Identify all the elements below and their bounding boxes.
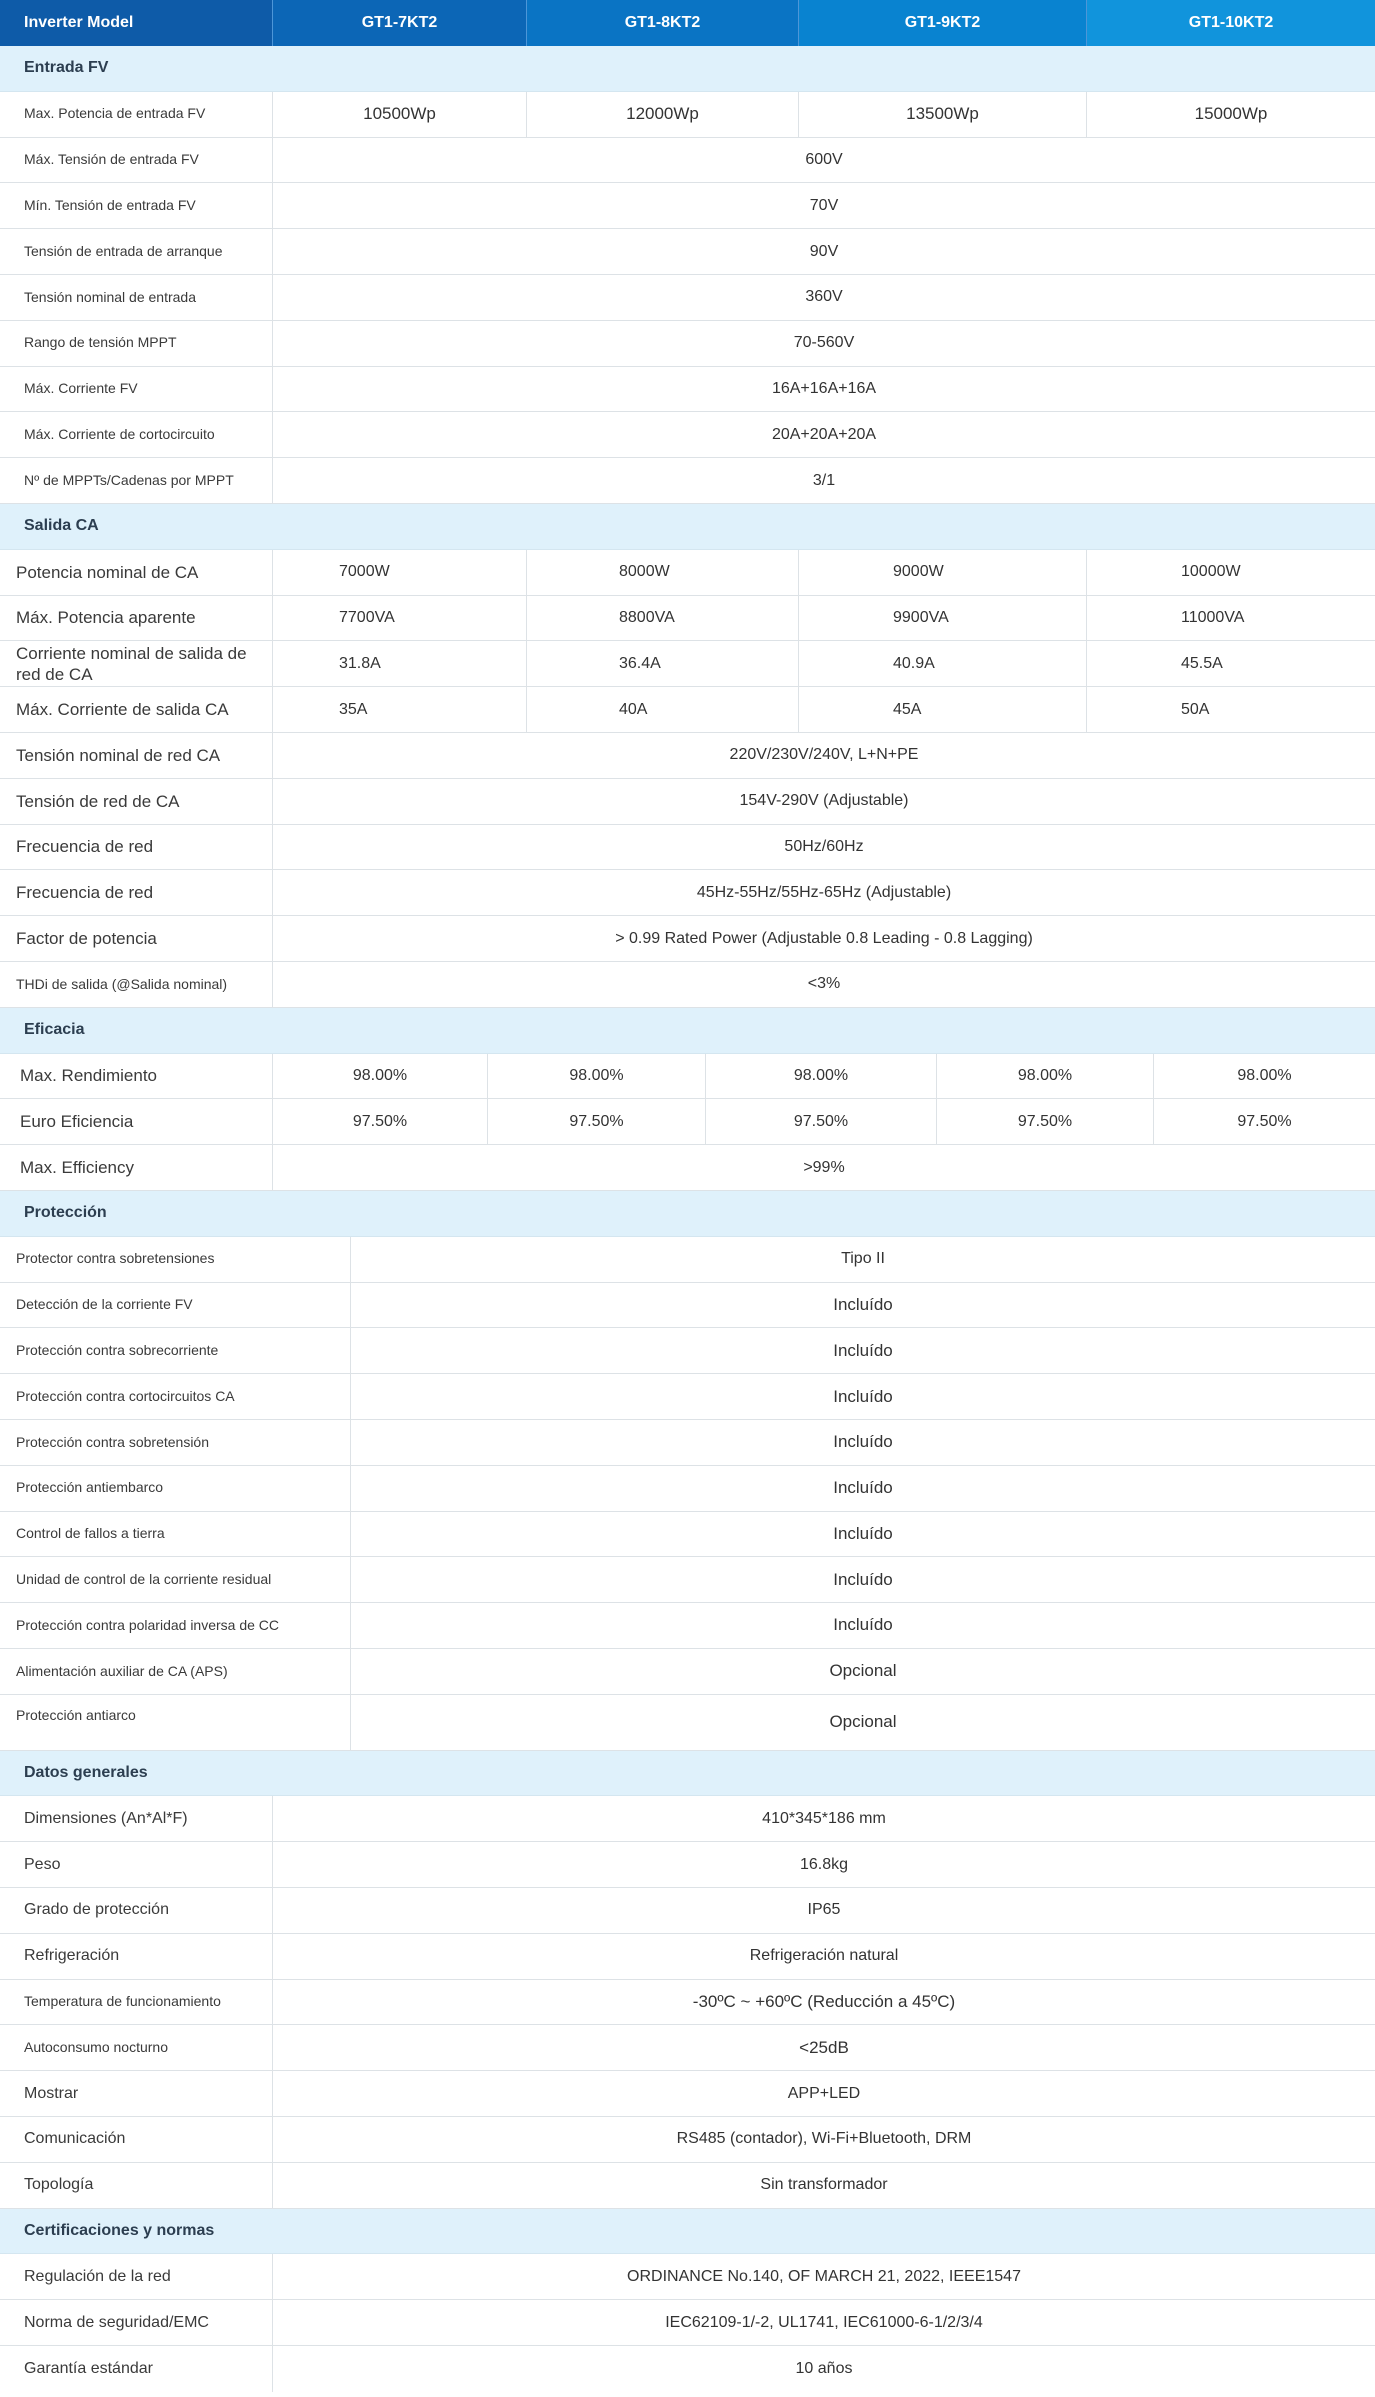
table-row [0, 1980, 1375, 2026]
section-pv-input [0, 46, 1375, 92]
cell-value: 98.00% [936, 1054, 1153, 1099]
row-label: Tensión nominal de entrada [24, 288, 197, 305]
row-label: Dimensiones (An*Al*F) [24, 1809, 188, 1827]
cell-value: 7000W [272, 550, 526, 595]
cell-value: Incluído [350, 1512, 1375, 1557]
model-header-2: GT1-8KT2 [526, 0, 798, 46]
table-row [0, 916, 1375, 962]
table-row [0, 1237, 1375, 1283]
cell-value: 16.8kg [272, 1842, 1375, 1887]
table-row [0, 1603, 1375, 1649]
table-row [0, 687, 1375, 733]
row-label: Potencia nominal de CA [16, 562, 199, 582]
row-label: Protección contra polaridad inversa de CC [16, 1616, 280, 1633]
table-row [0, 2071, 1375, 2117]
cell-value: APP+LED [272, 2071, 1375, 2116]
cell-value: 97.50% [705, 1099, 936, 1144]
cell-value: 16A+16A+16A [272, 367, 1375, 412]
row-label: Protección contra cortocircuitos CA [16, 1387, 235, 1404]
row-label: Frecuencia de red [16, 837, 154, 857]
table-row [0, 1934, 1375, 1980]
cell-value: 10500Wp [272, 92, 526, 137]
table-row [0, 275, 1375, 321]
table-row [0, 92, 1375, 138]
cell-value: > 0.99 Rated Power (Adjustable 0.8 Leading - 0.8 Lagging) [272, 916, 1375, 961]
row-label: Nº de MPPTs/Cadenas por MPPT [24, 471, 234, 488]
model-header-row [0, 0, 1375, 46]
cell-value: 70-560V [272, 321, 1375, 366]
section-title: Salida CA [24, 517, 99, 535]
cell-value: <3% [272, 962, 1375, 1007]
row-label: Máx. Tensión de entrada FV [24, 151, 199, 168]
row-label: Máx. Corriente FV [24, 380, 138, 397]
row-label: Tensión de entrada de arranque [24, 242, 223, 259]
cell-value: 70V [272, 183, 1375, 228]
cell-value: 90V [272, 229, 1375, 274]
row-label: Alimentación auxiliar de CA (APS) [16, 1662, 228, 1679]
row-label: Grado de protección [24, 1901, 169, 1919]
cell-value: 97.50% [1153, 1099, 1375, 1144]
cell-value: 20A+20A+20A [272, 412, 1375, 457]
row-label: Max. Potencia de entrada FV [24, 105, 206, 122]
cell-value: ORDINANCE No.140, OF MARCH 21, 2022, IEEE1547 [272, 2254, 1375, 2299]
cell-value: Incluído [350, 1420, 1375, 1465]
table-row [0, 962, 1375, 1008]
cell-value: 45A [798, 687, 1086, 732]
cell-value: IEC62109-1/-2, UL1741, IEC61000-6-1/2/3/4 [272, 2300, 1375, 2345]
table-row [0, 183, 1375, 229]
model-header-4: GT1-10KT2 [1086, 0, 1375, 46]
cell-value: 13500Wp [798, 92, 1086, 137]
row-label: Máx. Potencia aparente [16, 608, 196, 628]
cell-value: 8000W [526, 550, 798, 595]
section-title: Certificaciones y normas [24, 2222, 215, 2240]
row-label: Regulación de la red [24, 2267, 171, 2285]
row-label: Max. Rendimiento [20, 1066, 158, 1086]
section-protection [0, 1191, 1375, 1237]
cell-value: 12000Wp [526, 92, 798, 137]
row-label: Autoconsumo nocturno [24, 2039, 168, 2056]
cell-value: 8800VA [526, 596, 798, 641]
cell-value: 97.50% [272, 1099, 487, 1144]
cell-value: 154V-290V (Adjustable) [272, 779, 1375, 824]
cell-value: 50Hz/60Hz [272, 825, 1375, 870]
section-ac-output [0, 504, 1375, 550]
cell-value: 98.00% [272, 1054, 487, 1099]
row-label: Protector contra sobretensiones [16, 1250, 215, 1267]
cell-value: 3/1 [272, 458, 1375, 503]
table-row [0, 321, 1375, 367]
cell-value: 9900VA [798, 596, 1086, 641]
cell-value: 31.8A [272, 641, 526, 686]
table-row [0, 733, 1375, 779]
table-row [0, 825, 1375, 871]
cell-value: Refrigeración natural [272, 1934, 1375, 1979]
cell-value: 35A [272, 687, 526, 732]
table-row [0, 870, 1375, 916]
table-row [0, 2346, 1375, 2392]
cell-value: Sin transformador [272, 2163, 1375, 2208]
row-label: Mostrar [24, 2084, 79, 2102]
table-row [0, 138, 1375, 184]
cell-value: 50A [1086, 687, 1375, 732]
table-row [0, 1557, 1375, 1603]
cell-value: <25dB [272, 2025, 1375, 2070]
row-label: Corriente nominal de salida de red de CA [16, 643, 247, 684]
row-label: Protección antiarco [16, 1706, 136, 1723]
row-label: Comunicación [24, 2130, 126, 2148]
row-label: Protección contra sobrecorriente [16, 1341, 219, 1358]
row-label: Detección de la corriente FV [16, 1296, 193, 1313]
row-label: Topología [24, 2176, 94, 2194]
cell-value: 9000W [798, 550, 1086, 595]
row-label: Máx. Corriente de salida CA [16, 699, 229, 719]
cell-value: 98.00% [1153, 1054, 1375, 1099]
table-row [0, 229, 1375, 275]
row-label: Peso [24, 1855, 61, 1873]
section-general [0, 1751, 1375, 1797]
table-row [0, 1328, 1375, 1374]
table-row [0, 458, 1375, 504]
row-label: Factor de potencia [16, 928, 157, 948]
row-label: Protección antiembarco [16, 1479, 164, 1496]
table-row [0, 1512, 1375, 1558]
table-row [0, 2025, 1375, 2071]
cell-value: 36.4A [526, 641, 798, 686]
cell-value: Tipo II [350, 1237, 1375, 1282]
model-header-1: GT1-7KT2 [272, 0, 526, 46]
cell-value: 98.00% [487, 1054, 705, 1099]
cell-value: Incluído [350, 1466, 1375, 1511]
cell-value: 10 años [272, 2346, 1375, 2392]
table-row [0, 550, 1375, 596]
table-row [0, 2117, 1375, 2163]
cell-value: Incluído [350, 1557, 1375, 1602]
table-row [0, 2300, 1375, 2346]
table-row [0, 1145, 1375, 1191]
model-header-3: GT1-9KT2 [798, 0, 1086, 46]
cell-value: 220V/230V/240V, L+N+PE [272, 733, 1375, 778]
table-row [0, 412, 1375, 458]
row-label: Temperatura de funcionamiento [24, 1993, 221, 2010]
cell-value: -30ºC ~ +60ºC (Reducción a 45ºC) [272, 1980, 1375, 2025]
table-row [0, 1842, 1375, 1888]
table-row [0, 367, 1375, 413]
section-certifications [0, 2209, 1375, 2255]
cell-value: Incluído [350, 1283, 1375, 1328]
cell-value: 11000VA [1086, 596, 1375, 641]
header-label: Inverter Model [0, 0, 272, 46]
row-label: Max. Efficiency [20, 1157, 135, 1177]
section-efficiency [0, 1008, 1375, 1054]
section-title: Datos generales [24, 1764, 148, 1782]
table-row [0, 779, 1375, 825]
cell-value: 45.5A [1086, 641, 1375, 686]
table-row [0, 1283, 1375, 1329]
cell-value: 360V [272, 275, 1375, 320]
row-label: Refrigeración [24, 1947, 120, 1965]
cell-value: Opcional [350, 1695, 1375, 1750]
table-row [0, 1796, 1375, 1842]
table-row [0, 1420, 1375, 1466]
row-label: Mín. Tensión de entrada FV [24, 197, 196, 214]
table-row [0, 1054, 1375, 1100]
row-label: Protección contra sobretensión [16, 1433, 209, 1450]
row-label: Tensión de red de CA [16, 791, 180, 811]
table-row [0, 2163, 1375, 2209]
section-title: Entrada FV [24, 59, 109, 77]
row-label: Garantía estándar [24, 2359, 153, 2377]
section-title: Protección [24, 1204, 107, 1222]
cell-value: 40.9A [798, 641, 1086, 686]
cell-value: >99% [272, 1145, 1375, 1190]
cell-value: Incluído [350, 1374, 1375, 1419]
cell-value: RS485 (contador), Wi-Fi+Bluetooth, DRM [272, 2117, 1375, 2162]
row-label: Unidad de control de la corriente residual [16, 1570, 272, 1587]
table-row [0, 1649, 1375, 1695]
table-row [0, 1695, 1375, 1751]
cell-value: 98.00% [705, 1054, 936, 1099]
cell-value: 600V [272, 138, 1375, 183]
table-row [0, 596, 1375, 642]
table-row [0, 641, 1375, 687]
cell-value: 97.50% [487, 1099, 705, 1144]
cell-value: Incluído [350, 1603, 1375, 1648]
table-row [0, 1466, 1375, 1512]
row-label: Control de fallos a tierra [16, 1525, 165, 1542]
row-label: Tensión nominal de red CA [16, 745, 221, 765]
cell-value: 7700VA [272, 596, 526, 641]
cell-value: 40A [526, 687, 798, 732]
cell-value: Incluído [350, 1328, 1375, 1373]
row-label: Rango de tensión MPPT [24, 334, 177, 351]
table-row [0, 1374, 1375, 1420]
row-label: Máx. Corriente de cortocircuito [24, 426, 215, 443]
cell-value: 410*345*186 mm [272, 1796, 1375, 1841]
row-label: THDi de salida (@Salida nominal) [16, 975, 228, 992]
row-label: Euro Eficiencia [20, 1112, 134, 1132]
row-label: Norma de seguridad/EMC [24, 2313, 209, 2331]
table-row [0, 1099, 1375, 1145]
table-row [0, 1888, 1375, 1934]
cell-value: IP65 [272, 1888, 1375, 1933]
row-label: Frecuencia de red [16, 883, 154, 903]
section-title: Eficacia [24, 1021, 85, 1039]
table-row [0, 2254, 1375, 2300]
cell-value: Opcional [350, 1649, 1375, 1694]
cell-value: 97.50% [936, 1099, 1153, 1144]
cell-value: 10000W [1086, 550, 1375, 595]
cell-value: 15000Wp [1086, 92, 1375, 137]
cell-value: 45Hz-55Hz/55Hz-65Hz (Adjustable) [272, 870, 1375, 915]
